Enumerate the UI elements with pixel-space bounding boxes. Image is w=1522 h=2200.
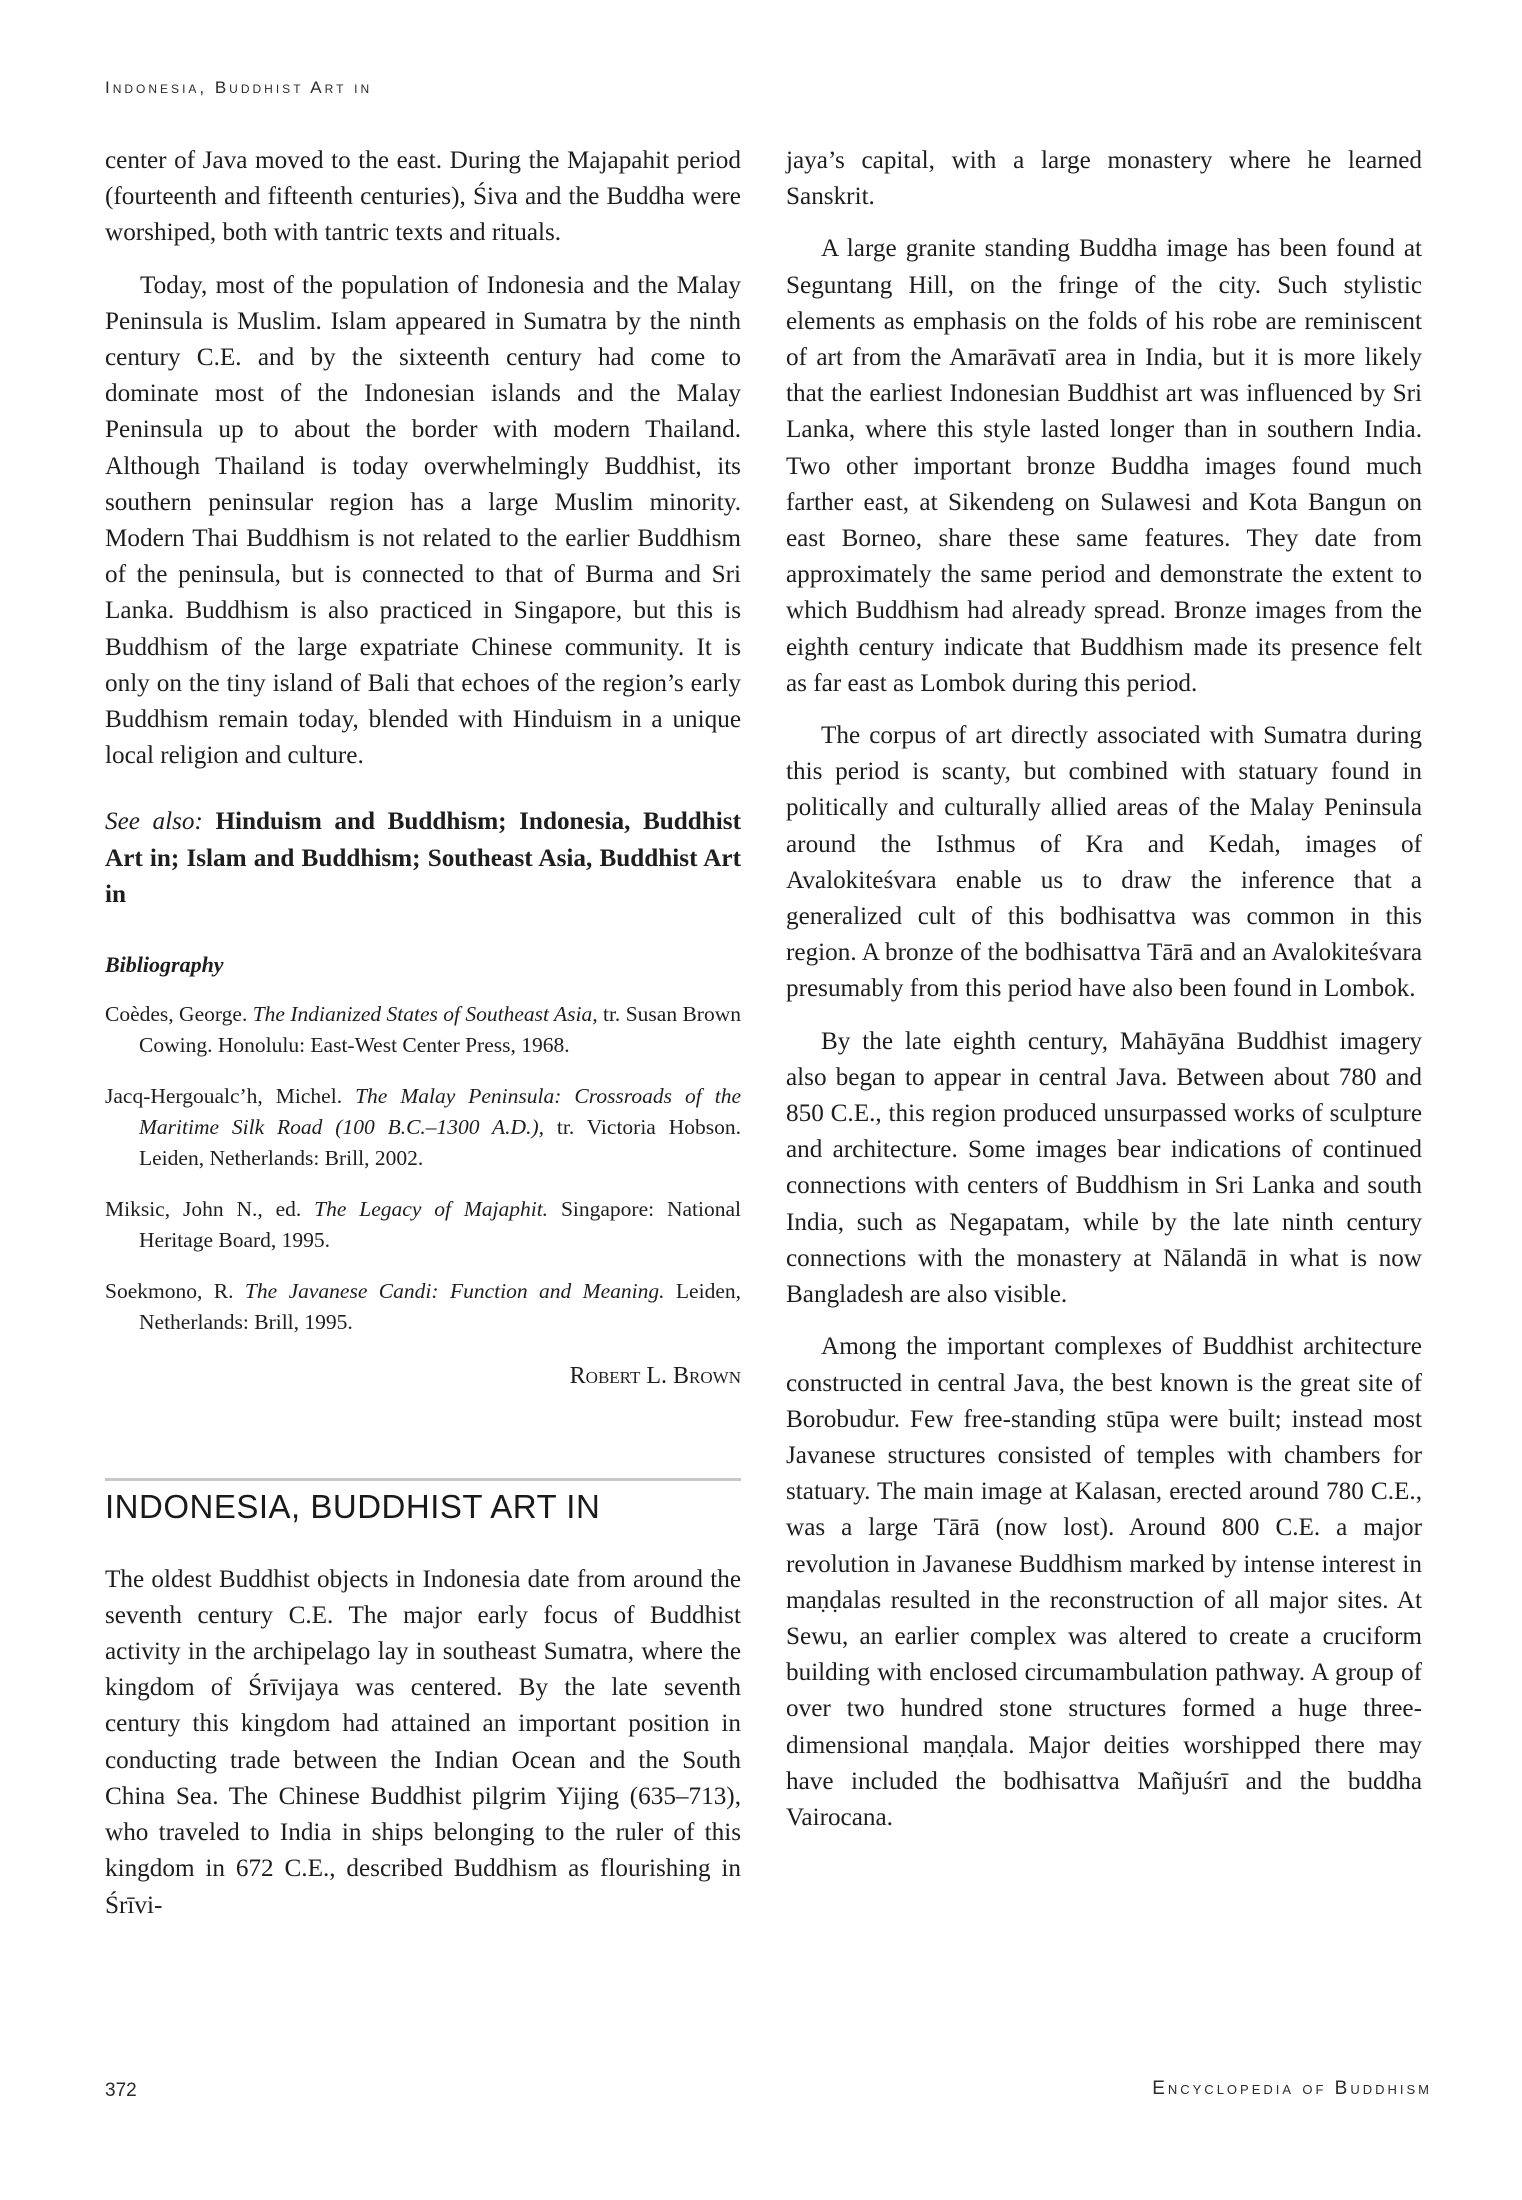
bib-title: The Legacy of Majaphit. xyxy=(314,1197,549,1222)
running-head: Indonesia, Buddhist Art in xyxy=(105,78,373,97)
bibliography-entry xyxy=(105,1194,741,1256)
page-number: 372 xyxy=(105,2080,137,2101)
paragraph: The corpus of art directly associated with Sumatra during this period is scanty, but combined with statuary found in politically and culturally allied areas of the Malay Peninsula around the Isthmus of Kra and Kedah, images of Avalokiteśvara enable us to draw the inference that a generalized cult of this bodhisattva was common in this region. A bronze of the bodhisattva Tārā and an Avalokiteśvara presumably from this period have also been found in Lombok. xyxy=(786,722,1422,1003)
paragraph: The oldest Buddhist objects in Indonesia date from around the seventh century C.E. The major early focus of Buddhist activity in the archipelago lay in southeast Sumatra, where the kingdom of Śrīvijaya was centered. By the late seventh century this kingdom had attained an important position in conducting trade between the Indian Ocean and the South China Sea. The Chinese Buddhist pilgrim Yijing (635–713), who traveled to India in ships belonging to the ruler of this kingdom in 672 C.E., described Buddhism as flourishing in Śrīvi- xyxy=(105,1565,741,1919)
right-column xyxy=(786,143,1422,1852)
paragraph: Among the important complexes of Buddhist architecture constructed in central Java, the best known is the great site of Borobudur. Few free-standing stūpa were built; instead most Javanese structures consisted of temples with chambers for statuary. The main image at Kalasan, erected around 780 C.E., was a large Tārā (now lost). Around 800 C.E. a major revolution in Javanese Buddhism marked by intense interest in maṇḍalas resulted in the reconstruction of all major sites. At Sewu, an earlier complex was altered to create a cruciform building with enclosed circumambulation pathway. A group of over two hundred stone structures formed a huge three-dimensional maṇḍala. Major deities worshipped there may have included the bodhisattva Mañjuśrī and the buddha Vairocana. xyxy=(786,1333,1422,1831)
paragraph: A large granite standing Buddha image has been found at Seguntang Hill, on the fringe of the city. Such stylistic elements as emphasis on the folds of his robe are reminiscent of art from the Amarāvatī area in India, but it is more likely that the earliest Indonesian Buddhist art was influenced by Sri Lanka, where this style lasted longer than in southern India. Two other important bronze Buddha images found much farther east, at Sikendeng on Sulawesi and Kota Bangun on east Borneo, share these same features. They date from approximately the same period and demonstrate the extent to which Buddhism had already spread. Bronze images from the eighth century indicate that Buddhism made its presence felt as far east as Lombok during this period. xyxy=(786,235,1422,697)
bib-publication: Singapore: National Heritage Board, 1995. xyxy=(139,1197,741,1253)
bib-title: The Javanese Candi: Function and Meaning. xyxy=(244,1279,665,1304)
bib-author: Jacq-Hergoualc’h, Michel. xyxy=(105,1084,356,1109)
bibliography-entry xyxy=(105,1276,741,1338)
left-column xyxy=(105,143,741,1940)
bib-title: The Malay Peninsula: Crossroads of the Maritime Silk Road (100 B.C.–1300 A.D.), xyxy=(139,1084,741,1140)
bibliography-heading: Bibliography xyxy=(105,952,224,978)
author-signature: Robert L. Brown xyxy=(569,1363,741,1390)
bib-publication: Leiden, Netherlands: Brill, 1995. xyxy=(139,1279,741,1335)
bib-author: Soekmono, R. xyxy=(105,1279,245,1304)
bib-author: Miksic, John N., ed. xyxy=(105,1197,315,1222)
bibliography-entry xyxy=(105,999,741,1061)
bib-author: Coèdes, George. xyxy=(105,1002,253,1027)
section-divider xyxy=(105,1478,741,1481)
see-also-links[interactable]: Hinduism and Buddhism; Indonesia, Buddhist Art in; Islam and Buddhism; Southeast Asia, Buddhist Art in xyxy=(105,808,741,908)
bib-title: The Indianized States of Southeast Asia, xyxy=(252,1002,598,1027)
see-also-label: See also: xyxy=(105,808,203,836)
paragraph: jaya’s capital, with a large monastery where he learned Sanskrit. xyxy=(786,147,1422,211)
publication-title: Encyclopedia of Buddhism xyxy=(1152,2078,1432,2099)
paragraph: Today, most of the population of Indonesia and the Malay Peninsula is Muslim. Islam appeared in Sumatra by the ninth century C.E. and by the sixteenth century had come to dominate most of the Indonesian islands and the Malay Peninsula up to about the border with modern Thailand. Although Thailand is today overwhelmingly Buddhist, its southern peninsular region has a large Muslim minority. Modern Thai Buddhism is not related to the earlier Buddhism of the peninsula, but is connected to that of Burma and Sri Lanka. Buddhism is also practiced in Singapore, but this is Buddhism of the large expatriate Chinese community. It is only on the tiny island of Bali that echoes of the region’s early Buddhism remain today, blended with Hinduism in a unique local religion and culture. xyxy=(105,271,741,770)
paragraph: By the late eighth century, Mahāyāna Buddhist imagery also began to appear in central Java. Between about 780 and 850 C.E., this region produced unsurpassed works of sculpture and architecture. Some images bear indications of continued connections with centers of Buddhism in Sri Lanka and south India, such as Negapatam, while by the late ninth century connections with the monastery at Nālandā in what is now Bangladesh are also visible. xyxy=(786,1027,1422,1309)
bib-publication: tr. Susan Brown Cowing. Honolulu: East-West Center Press, 1968. xyxy=(139,1002,741,1058)
bibliography-entry xyxy=(105,1081,741,1174)
entry-title: INDONESIA, BUDDHIST ART IN xyxy=(105,1488,601,1526)
see-also xyxy=(105,804,741,913)
paragraph: center of Java moved to the east. During the Majapahit period (fourteenth and fifteenth centuries), Śiva and the Buddha were worshiped, both with tantric texts and rituals. xyxy=(105,147,741,247)
bib-publication: tr. Victoria Hobson. Leiden, Netherlands: Brill, 2002. xyxy=(139,1115,742,1171)
